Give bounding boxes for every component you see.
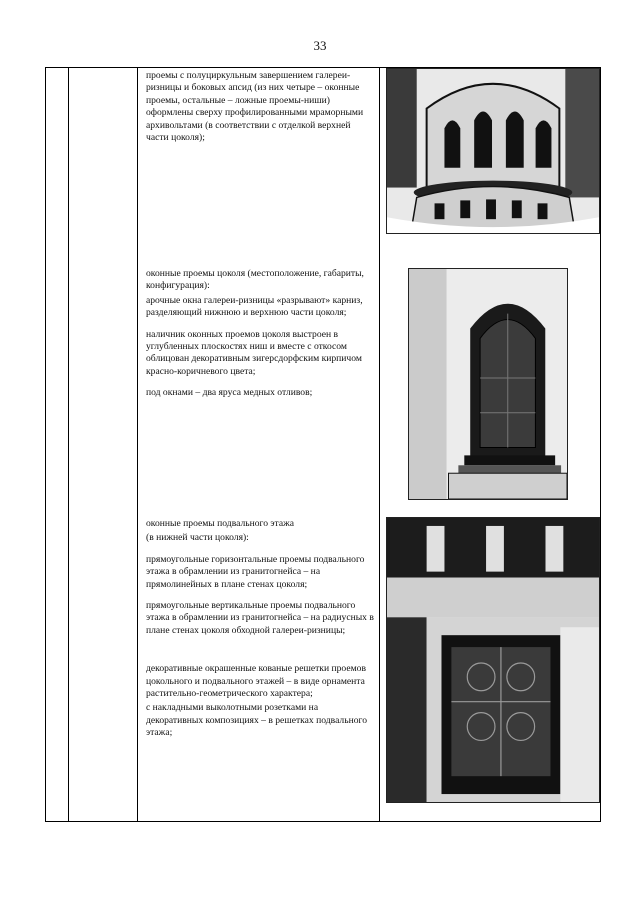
row3-paragraph: (в нижней части цоколя):	[146, 532, 249, 544]
row2-paragraph: наличник оконных проемов цоколя выстроен в углубленных плоскостях ниш и вместе с откосом облицован декоративным зигерсдорфским кирпичом красно-коричневого цвета;	[146, 328, 362, 377]
row2-paragraph: под окнами – два яруса медных отливов;	[146, 387, 313, 399]
row1-paragraph: проемы с полуциркульным завершением галереи-ризницы и боковых апсид (из них четыре – оконные проемы, остальные – ложные проемы-ниши) оформлены сверху профилированными мраморными архивольтами (в соответствии с отделкой верхней части цоколя);	[146, 70, 364, 144]
arched-window-photo	[408, 268, 568, 500]
row3-description	[146, 518, 374, 749]
page-number: 33	[313, 38, 327, 53]
column-divider	[68, 68, 69, 821]
cathedral-apse-photo	[386, 68, 600, 234]
row3-paragraph: с накладными выколотными розетками на декоративных композициях – в решетках подвального этажа;	[146, 702, 367, 739]
row3-paragraph: декоративные окрашенные кованые решетки проемов цокольного и подвального этажей – в виде орнамента растительно-геометрического характера;	[146, 663, 366, 700]
row3-paragraph: оконные проемы подвального этажа	[146, 518, 294, 529]
basement-window-photo	[386, 517, 600, 803]
column-divider	[379, 68, 380, 821]
row2-paragraph: арочные окна галереи-ризницы «разрывают» карниз, разделяющий нижнюю и верхнюю части цоколя;	[146, 294, 363, 319]
column-divider	[137, 68, 138, 821]
row3-paragraph: прямоугольные горизонтальные проемы подвального этажа в обрамлении из гранитогнейса – на прямолинейных в плане стенах цоколя;	[146, 553, 365, 590]
row3-paragraph: прямоугольные вертикальные проемы подвального этажа в обрамлении из гранитогнейса – на радиусных в плане стенах цоколя обходной галереи-ризницы;	[146, 600, 374, 636]
row1-description	[146, 70, 374, 153]
row2-description	[146, 268, 374, 409]
row2-paragraph: оконные проемы цоколя (местоположение, габариты, конфигурация):	[146, 268, 364, 292]
